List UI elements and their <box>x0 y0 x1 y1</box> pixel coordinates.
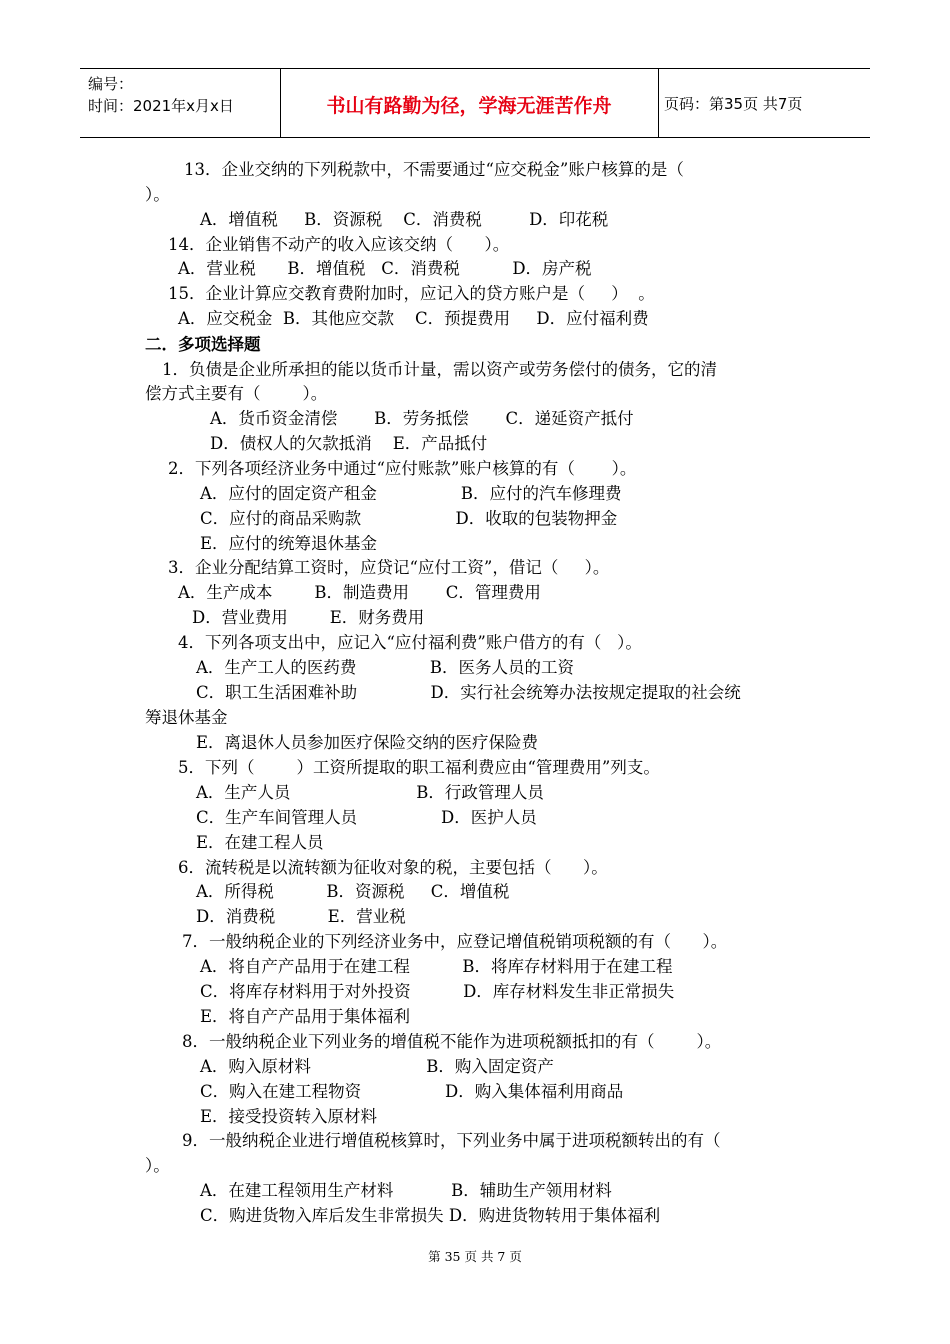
mc2-stem: 2．下列各项经济业务中通过“应付账款”账户核算的有（ ）。 <box>168 459 637 478</box>
mc8-options-c-d: C．购入在建工程物资 D．购入集体福利用商品 <box>200 1082 624 1101</box>
mc7-options-c-d: C．将库存材料用于对外投资 D．库存材料发生非正常损失 <box>200 982 675 1001</box>
mc9-stem: 9．一般纳税企业进行增值税核算时，下列业务中属于进项税额转出的有（ <box>182 1131 721 1150</box>
header-divider-right <box>658 69 659 137</box>
mc4-options-a-b: A．生产工人的医药费 B．医务人员的工资 <box>196 658 574 677</box>
mc3-options-d-e: D．营业费用 E．财务费用 <box>192 608 425 627</box>
mc5-options-a-b: A．生产人员 B．行政管理人员 <box>196 783 544 802</box>
mc5-options-c-d: C．生产车间管理人员 D．医护人员 <box>196 808 537 827</box>
header-page-info: 页码：第35页 共7页 <box>664 95 803 113</box>
mc2-option-e: E．应付的统筹退休基金 <box>200 534 378 553</box>
mc2-options-c-d: C．应付的商品采购款 D．收取的包装物押金 <box>200 509 618 528</box>
header-motto: 书山有路勤为径，学海无涯苦作舟 <box>326 95 612 117</box>
mc6-options-a-c: A．所得税 B．资源税 C．增值税 <box>196 882 510 901</box>
q13-stem: 13．企业交纳的下列税款中，不需要通过“应交税金”账户核算的是（ <box>184 160 684 179</box>
mc4-stem: 4．下列各项支出中，应记入“应付福利费”账户借方的有（ ）。 <box>178 633 642 652</box>
mc9-options-c-d: C．购进货物入库后发生非常损失 D．购进货物转用于集体福利 <box>200 1206 661 1225</box>
mc8-stem: 8．一般纳税企业下列业务的增值税不能作为进项税额抵扣的有（ ）。 <box>182 1032 722 1051</box>
page-footer: 第 35 页 共 7 页 <box>428 1249 522 1264</box>
header-time-label: 时间：2021年x月x日 <box>88 97 234 115</box>
mc6-options-d-e: D．消费税 E．营业税 <box>196 907 406 926</box>
q15-options: A．应交税金 B．其他应交款 C．预提费用 D．应付福利费 <box>178 309 649 328</box>
mc1-stem-cont: 偿方式主要有（ ）。 <box>145 384 328 403</box>
mc3-stem: 3．企业分配结算工资时，应贷记“应付工资”，借记（ ）。 <box>168 558 610 577</box>
mc1-options-a-c: A．货币资金清偿 B．劳务抵偿 C．递延资产抵付 <box>210 409 634 428</box>
mc9-stem-cont: ）。 <box>145 1156 170 1175</box>
page-header <box>80 68 870 138</box>
mc3-options-a-c: A．生产成本 B．制造费用 C．管理费用 <box>178 583 541 602</box>
mc4-options-c-d: C．职工生活困难补助 D．实行社会统筹办法按规定提取的社会统 <box>196 683 741 702</box>
q14-options: A．营业税 B．增值税 C．消费税 D．房产税 <box>178 259 592 278</box>
mc6-stem: 6．流转税是以流转额为征收对象的税，主要包括（ ）。 <box>178 858 608 877</box>
mc7-option-e: E．将自产产品用于集体福利 <box>200 1007 411 1026</box>
mc8-options-a-b: A．购入原材料 B．购入固定资产 <box>200 1057 554 1076</box>
mc7-stem: 7．一般纳税企业的下列经济业务中，应登记增值税销项税额的有（ ）。 <box>182 932 728 951</box>
q15-stem: 15．企业计算应交教育费附加时，应记入的贷方账户是（ ） 。 <box>168 284 655 303</box>
q13-stem-cont: ）。 <box>145 185 170 204</box>
q14-stem: 14．企业销售不动产的收入应该交纳（ ）。 <box>168 235 510 254</box>
mc4-option-d-cont: 筹退休基金 <box>145 708 228 727</box>
section-heading-multiple-choice: 二．多项选择题 <box>145 335 261 354</box>
mc5-stem: 5．下列（ ）工资所提取的职工福利费应由“管理费用”列支。 <box>178 758 660 777</box>
mc4-option-e: E．离退休人员参加医疗保险交纳的医疗保险费 <box>196 733 539 752</box>
mc1-stem: 1．负债是企业所承担的能以货币计量，需以资产或劳务偿付的债务，它的清 <box>162 360 717 379</box>
mc8-option-e: E．接受投资转入原材料 <box>200 1107 378 1126</box>
mc5-option-e: E．在建工程人员 <box>196 833 324 852</box>
header-number-label: 编号： <box>88 75 134 93</box>
mc2-options-a-b: A．应付的固定资产租金 B．应付的汽车修理费 <box>200 484 622 503</box>
mc1-options-d-e: D．债权人的欠款抵消 E．产品抵付 <box>210 434 488 453</box>
mc7-options-a-b: A．将自产产品用于在建工程 B．将库存材料用于在建工程 <box>200 957 673 976</box>
header-meta <box>88 73 234 117</box>
q13-options: A．增值税 B．资源税 C．消费税 D．印花税 <box>200 210 609 229</box>
mc9-options-a-b: A．在建工程领用生产材料 B．辅助生产领用材料 <box>200 1181 612 1200</box>
